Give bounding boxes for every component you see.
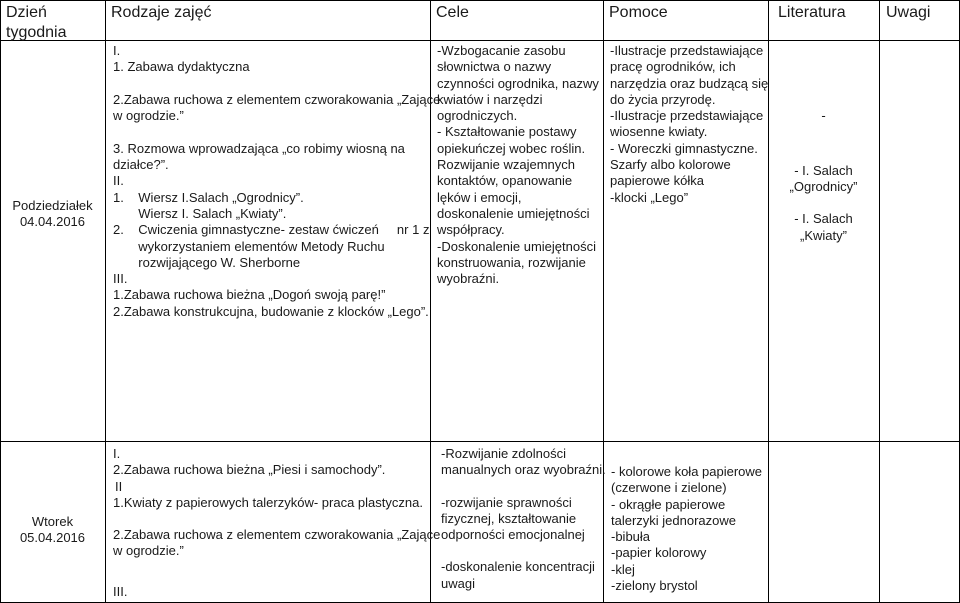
text-line: w ogrodzie.” — [113, 543, 184, 559]
text-line: - kolorowe koła papierowe — [611, 464, 763, 479]
text-line: 05.04.2016 — [19, 530, 86, 546]
text-line: III. — [113, 583, 128, 599]
text-line: talerzyki jednorazowe — [611, 512, 737, 528]
text-line: -zielony brystol — [611, 578, 698, 594]
text-line: 2.Zabawa ruchowa z elementem czworakowania „Zające — [113, 91, 441, 107]
text-line: pracę ogrodników, ich — [610, 59, 736, 75]
row1-goals — [437, 43, 599, 287]
text-line: - Woreczki gimnastyczne. — [610, 140, 758, 156]
row1-day — [0, 198, 105, 231]
text-line: 1. Zabawa dydaktyczna — [113, 59, 250, 75]
text-line: - — [821, 108, 826, 123]
text-line: (czerwone i zielone) — [611, 480, 727, 496]
header-types: Rodzaje zajęć — [111, 4, 212, 21]
text-line: Podziedziałek — [12, 198, 93, 213]
text-line: działce?”. — [113, 157, 169, 173]
text-line: - I. Salach — [794, 162, 853, 178]
text-line: Wtorek — [31, 514, 74, 529]
text-line: -klocki „Lego” — [610, 189, 689, 205]
row1-literature — [768, 108, 879, 244]
text-line: ogrodniczych. — [437, 108, 518, 124]
text-line: I. — [113, 446, 121, 461]
text-line — [113, 76, 440, 92]
text-line: czynności ogrodnika, nazwy — [437, 75, 599, 91]
text-line: II — [115, 478, 123, 494]
text-line: II. — [113, 173, 124, 189]
row-border — [0, 0, 960, 1]
text-line — [113, 124, 440, 140]
text-line: 1.Kwiaty z papierowych talerzyków- praca plastyczna. — [113, 494, 423, 510]
text-line: wiosenne kwiaty. — [610, 124, 708, 140]
text-line: -klej — [611, 561, 635, 577]
text-line: Szarfy albo kolorowe — [610, 157, 731, 173]
text-line: 1.Zabawa ruchowa bieżna „Dogoń swoją parę!” — [113, 287, 386, 303]
text-line: Rozwijanie wzajemnych — [437, 157, 575, 173]
text-line: opiekuńczej wobec roślin. — [437, 140, 586, 156]
text-line: współpracy. — [437, 222, 505, 238]
row1-aids — [610, 43, 768, 206]
text-line — [441, 479, 606, 495]
text-line: do życia przyrodę. — [610, 91, 716, 107]
text-line: lęków i emocji, — [437, 189, 522, 205]
header-literature: Literatura — [778, 4, 846, 21]
text-line: uwagi — [441, 575, 475, 591]
text-line: - I. Salach — [794, 211, 853, 227]
text-line: III. — [113, 271, 128, 287]
text-line: konstruowania, rozwijanie — [437, 254, 586, 270]
text-line: 04.04.2016 — [19, 214, 86, 230]
text-line — [768, 124, 879, 140]
text-line: -papier kolorowy — [611, 545, 707, 561]
text-line: słownictwa o nazwy — [437, 59, 552, 75]
text-line — [113, 560, 440, 584]
text-line: doskonalenie umiejętności — [437, 205, 590, 221]
text-line — [768, 141, 879, 157]
text-line: „Kwiaty” — [800, 227, 847, 243]
row-border — [0, 441, 960, 442]
header-notes: Uwagi — [886, 4, 931, 21]
row1-types — [113, 43, 440, 320]
text-line: -Ilustracje przedstawiające — [610, 43, 764, 58]
text-line: wyobraźni. — [437, 271, 500, 287]
text-line: 2.Zabawa konstrukcujna, budowanie z klocków „Lego”. — [113, 303, 429, 319]
text-line — [113, 511, 440, 527]
header-aids: Pomoce — [609, 4, 668, 21]
text-line: 2.Zabawa ruchowa bieżna „Piesi i samochody”. — [113, 462, 386, 478]
row2-aids — [611, 446, 762, 594]
text-line: 2. Cwiczenia gimnastyczne- zestaw ćwiczeń nr 1 z — [113, 222, 430, 238]
text-line: manualnych oraz wyobraźni. — [441, 462, 606, 478]
text-line: -Doskonalenie umiejętności — [437, 238, 596, 254]
text-line: wykorzystaniem elementów Metody Ruchu — [113, 238, 385, 254]
text-line: 2.Zabawa ruchowa z elementem czworakowania „Zające — [113, 527, 441, 543]
text-line: Wiersz I. Salach „Kwiaty”. — [113, 205, 287, 221]
text-line: 3. Rozmowa wprowadzająca „co robimy wiosną na — [113, 140, 405, 156]
text-line: -bibuła — [611, 529, 651, 545]
text-line: -doskonalenie koncentracji — [441, 559, 595, 575]
col-border — [0, 0, 1, 603]
row2-day — [0, 514, 105, 547]
text-line: - okrągłe papierowe — [611, 496, 726, 512]
text-line: fizycznej, kształtowanie — [441, 510, 577, 526]
text-line — [768, 195, 879, 211]
text-line: tygodnia — [6, 24, 67, 41]
text-line: „Ogrodnicy” — [789, 179, 858, 195]
text-line: I. — [113, 43, 121, 58]
text-line: w ogrodzie.” — [113, 108, 184, 124]
header-day — [6, 3, 67, 43]
text-line: -rozwijanie sprawności — [441, 494, 572, 510]
text-line: -Wzbogacanie zasobu — [437, 43, 566, 58]
text-line: 1. Wiersz I.Salach „Ogrodnicy”. — [113, 189, 304, 205]
row2-types — [113, 446, 440, 600]
text-line: -Ilustracje przedstawiające — [610, 108, 764, 124]
text-line: narzędzia oraz budzącą się — [610, 75, 769, 91]
text-line: odporności emocjonalnej — [441, 527, 585, 543]
text-line — [441, 543, 606, 559]
text-line: kwiatów i narzędzi — [437, 91, 543, 107]
text-line: - Kształtowanie postawy — [437, 124, 577, 140]
text-line: rozwijającego W. Sherborne — [113, 254, 301, 270]
text-line: papierowe kółka — [610, 173, 704, 189]
text-line — [611, 446, 762, 464]
col-border — [105, 0, 106, 603]
header-goals: Cele — [436, 4, 469, 21]
text-line: Dzień — [6, 4, 47, 21]
row2-goals — [441, 446, 606, 592]
row-border — [0, 40, 960, 41]
col-border — [879, 0, 880, 603]
text-line: kontaktów, opanowanie — [437, 173, 573, 189]
text-line: -Rozwijanie zdolności — [441, 446, 566, 461]
